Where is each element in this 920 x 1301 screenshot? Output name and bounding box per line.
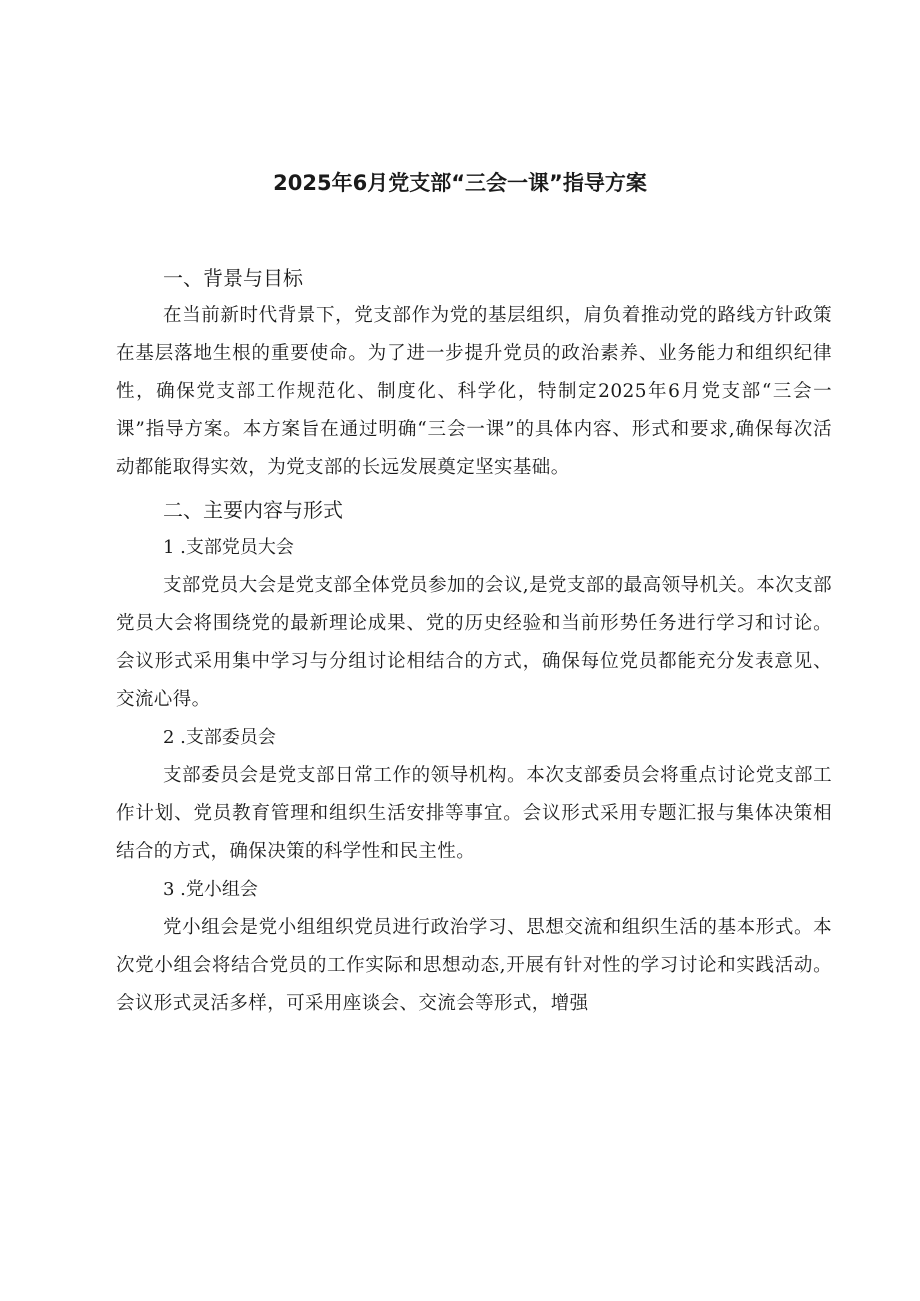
paragraph-party-group: 党小组会是党小组组织党员进行政治学习、思想交流和组织生活的基本形式。本次党小组会将结合党员的工作实际和思想动态,开展有针对性的学习讨论和实践活动。会议形式灵活多样，可采用座谈会、交流会等形式，增强: [116, 917, 832, 1014]
item-heading-party-congress: 1 .支部党员大会: [163, 537, 294, 558]
item-heading-branch-committee: 2 .支部委员会: [163, 727, 276, 748]
paragraph-background: 在当前新时代背景下，党支部作为党的基层组织，肩负着推动党的路线方针政策在基层落地生根的重要使命。为了进一步提升党员的政治素养、业务能力和组织纪律性，确保党支部工作规范化、制度化、科学化，特制定2025年6月党支部“三会一课”指导方案。本方案旨在通过明确“三会一课”的具体内容、形式和要求,确保每次活动都能取得实效，为党支部的长远发展奠定坚实基础。: [116, 305, 832, 478]
paragraph-branch-committee: 支部委员会是党支部日常工作的领导机构。本次支部委员会将重点讨论党支部工作计划、党员教育管理和组织生活安排等事宜。会议形式采用专题汇报与集体决策相结合的方式，确保决策的科学性和民主性。: [116, 765, 832, 862]
item-heading-party-group: 3 .党小组会: [163, 879, 258, 900]
document-title: 2025年6月党支部“三会一课”指导方案: [273, 171, 647, 195]
section-heading-content: 二、主要内容与形式: [163, 498, 343, 522]
document-body: [116, 259, 832, 1023]
section-heading-background: 一、背景与目标: [163, 266, 303, 290]
paragraph-party-congress: 支部党员大会是党支部全体党员参加的会议,是党支部的最高领导机关。本次支部党员大会将围绕党的最新理论成果、党的历史经验和当前形势任务进行学习和讨论。会议形式采用集中学习与分组讨论相结合的方式，确保每位党员都能充分发表意见、交流心得。: [116, 575, 832, 710]
